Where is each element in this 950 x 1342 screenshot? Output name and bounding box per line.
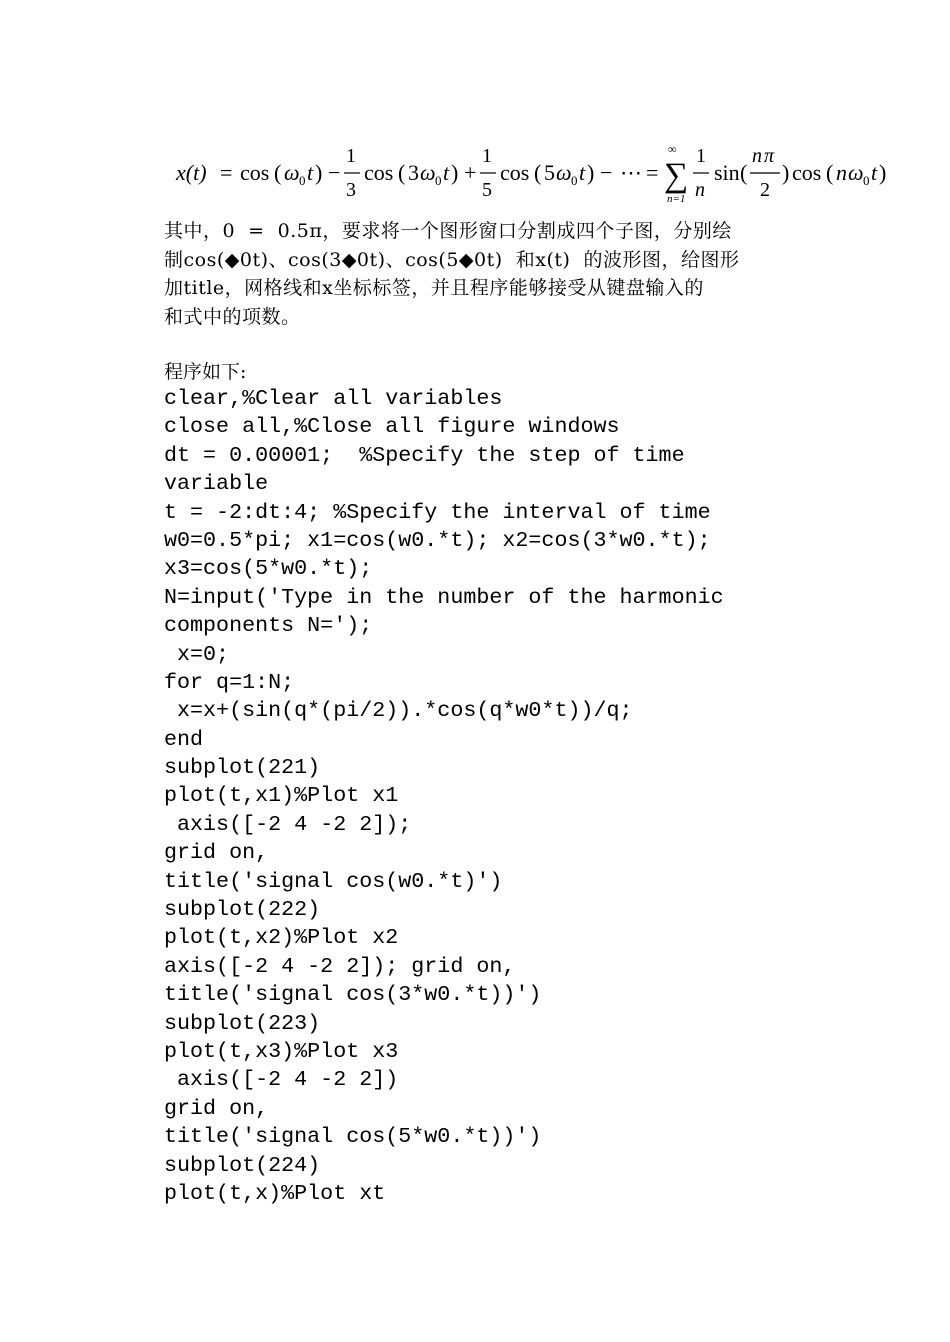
- code-line: dt = 0.00001; %Specify the step of time: [164, 442, 685, 468]
- code-line: title('signal cos(5*w0.*t))'): [164, 1124, 542, 1150]
- code-line: grid on,: [164, 1095, 269, 1121]
- eq-sum-lower: n=1: [667, 193, 686, 205]
- eq-coef-3: 3: [408, 160, 419, 185]
- eq-rparen-n: ): [879, 160, 887, 185]
- eq-cos-3: cos: [364, 160, 394, 185]
- description-line: 制cos(◆0t)、cos(3◆0t)、cos(5◆0t) 和x(t) 的波形图，给图形: [164, 248, 740, 271]
- eq-frac4-num-n: n: [752, 145, 762, 167]
- eq-sub0-5: 0: [571, 173, 578, 188]
- code-line: plot(t,x)%Plot xt: [164, 1180, 386, 1206]
- eq-lparen-n: (: [826, 160, 834, 185]
- eq-lparen-sin: (: [740, 160, 748, 185]
- eq-minus-2: −: [600, 160, 613, 185]
- matlab-code-listing: [164, 385, 804, 1208]
- eq-frac3-den: n: [695, 179, 705, 201]
- code-line: subplot(221): [164, 755, 321, 781]
- code-line: plot(t,x1)%Plot x1: [164, 783, 399, 809]
- program-intro: 程序如下:: [164, 361, 247, 383]
- code-line: axis([-2 4 -2 2]);: [164, 811, 412, 837]
- eq-coef-5: 5: [544, 160, 555, 185]
- eq-sub0-1: 0: [299, 173, 306, 188]
- code-line: axis([-2 4 -2 2]): [164, 1067, 399, 1093]
- code-line: x3=cos(5*w0.*t);: [164, 556, 373, 582]
- eq-n: n: [836, 160, 847, 185]
- code-line: components N=');: [164, 613, 373, 639]
- code-line: title('signal cos(3*w0.*t))'): [164, 982, 542, 1008]
- code-line: close all,%Close all figure windows: [164, 414, 620, 440]
- eq-rparen-sin: ): [782, 160, 790, 185]
- eq-omega-n: ω: [848, 160, 864, 185]
- code-line: N=input('Type in the number of the harmonic: [164, 584, 724, 610]
- eq-frac2-den: 5: [482, 179, 492, 201]
- eq-frac4-num-pi: π: [764, 145, 775, 167]
- eq-equals-2: =: [646, 160, 659, 185]
- eq-lhs: x(t): [176, 160, 207, 185]
- description-line: 其中，0 = 0.5π，要求将一个图形窗口分割成四个子图，分别绘: [164, 220, 732, 242]
- eq-t-5: t: [579, 160, 586, 185]
- eq-rparen-1: ): [315, 160, 323, 185]
- code-line: grid on,: [164, 840, 269, 866]
- description-line: 和式中的项数。: [164, 305, 301, 328]
- eq-frac3-num: 1: [696, 145, 706, 167]
- code-line: subplot(222): [164, 897, 321, 923]
- fourier-series-equation: [168, 140, 908, 206]
- problem-description: [164, 217, 804, 331]
- eq-frac1-num: 1: [346, 145, 356, 167]
- eq-lparen-1: (: [274, 160, 282, 185]
- eq-sigma: ∑: [664, 157, 689, 194]
- eq-cos-5: cos: [500, 160, 530, 185]
- eq-frac4-den: 2: [760, 179, 770, 201]
- code-line: for q=1:N;: [164, 669, 295, 695]
- eq-cos-n: cos: [792, 160, 822, 185]
- code-line: plot(t,x3)%Plot x3: [164, 1038, 399, 1064]
- description-line: 加title，网格线和x坐标标签，并且程序能够接受从键盘输入的: [164, 277, 704, 299]
- eq-omega-1: ω: [284, 160, 300, 185]
- eq-t-1: t: [307, 160, 314, 185]
- code-line: x=0;: [164, 641, 230, 667]
- code-line: axis([-2 4 -2 2]); grid on,: [164, 953, 516, 979]
- eq-lparen-3: (: [398, 160, 406, 185]
- code-line: clear,%Clear all variables: [164, 386, 503, 411]
- eq-t-3: t: [443, 160, 450, 185]
- eq-sub0-3: 0: [435, 173, 442, 188]
- eq-sub0-n: 0: [863, 173, 870, 188]
- code-line: x=x+(sin(q*(pi/2)).*cos(q*w0*t))/q;: [164, 698, 633, 724]
- eq-omega-5: ω: [556, 160, 572, 185]
- eq-minus-1: −: [328, 160, 341, 185]
- code-line: variable: [164, 471, 269, 497]
- eq-t-n: t: [871, 160, 878, 185]
- code-line: end: [164, 726, 204, 752]
- eq-equals: =: [220, 160, 233, 185]
- eq-ellipsis: ⋯: [620, 160, 642, 185]
- code-line: plot(t,x2)%Plot x2: [164, 925, 399, 951]
- eq-sin: sin: [714, 160, 740, 185]
- eq-cos-1: cos: [240, 160, 270, 185]
- eq-omega-3: ω: [420, 160, 436, 185]
- eq-rparen-3: ): [451, 160, 459, 185]
- eq-rparen-5: ): [587, 160, 595, 185]
- eq-frac1-den: 3: [346, 179, 356, 201]
- code-line: subplot(223): [164, 1010, 321, 1036]
- eq-frac2-num: 1: [482, 145, 492, 167]
- eq-plus: +: [464, 160, 477, 185]
- eq-lparen-5: (: [534, 160, 542, 185]
- code-line: subplot(224): [164, 1152, 321, 1178]
- code-line: title('signal cos(w0.*t)'): [164, 868, 503, 894]
- code-line: t = -2:dt:4; %Specify the interval of time: [164, 499, 711, 525]
- code-line: w0=0.5*pi; x1=cos(w0.*t); x2=cos(3*w0.*t);: [164, 527, 711, 553]
- eq-sum-upper: ∞: [668, 142, 677, 156]
